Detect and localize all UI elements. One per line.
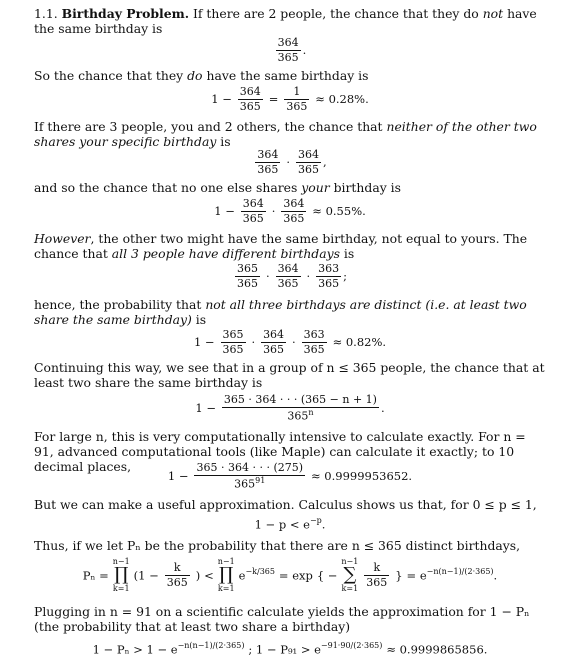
section-number: 1.1.: [34, 6, 58, 21]
paragraph-however: However, the other two might have the same birthday, not equal to yours. The chance that all 3 people have different birthdays is: [34, 231, 528, 262]
paragraph-hence: hence, the probability that not all three birthdays are distinct (i.e. at least two share the same birthday) is: [34, 297, 527, 328]
equation-4: 1 − $\frac{364}{365}$ · $\frac{364}{365}$ ≈ 0.55%.: [214, 197, 366, 225]
paragraph-plugging: Plugging in n = 91 on a scientific calculate yields the approximation for 1 − Pₙ (the probability that at least two share a birthday): [34, 604, 530, 635]
equation-5: $\frac{365}{365}$ · $\frac{364}{365}$ · $\frac{363}{365}$ ;: [237, 262, 347, 290]
paragraph-thus: Thus, if we let Pₙ be the probability that there are n ≤ 365 distinct birthdays,: [34, 538, 521, 553]
paragraph-your-birthday: and so the chance that no one else shares your birthday is: [34, 180, 401, 195]
paragraph-continuing: Continuing this way, we see that in a group of n ≤ 365 people, the chance that at least two share the same birthday is: [34, 360, 545, 391]
paragraph-large-n: For large n, this is very computationally intensive to calculate exactly. For n = 91, advanced computational tools (like Maple) can calculate it exactly; to 10 decimal places,: [34, 429, 526, 475]
equation-11: $1 - P_n > 1 - e^{-n(n-1)/(2\cdot 365)}$ ; $1 - P_{91} > e^{-91\cdot 90/(2\cdot 365)} \approx 0.9999865856$.: [92, 641, 488, 657]
equation-3: $\frac{364}{365}$ · $\frac{364}{365}$ ,: [257, 148, 327, 176]
equation-2: 1 − $\frac{364}{365}$ = $\frac{1}{365}$ ≈ 0.28%.: [211, 85, 369, 113]
equation-8: 1 − $\frac{365 \cdot 364 \cdot \cdot \cdot (275)}{365^{91}}$ ≈ 0.9999953652.: [167, 461, 413, 491]
paragraph-do-share: So the chance that they do have the same birthday is: [34, 68, 369, 83]
intro-paragraph: 1.1. Birthday Problem. If there are 2 people, the chance that they do not have the same birthday is: [34, 6, 537, 37]
section-title: Birthday Problem.: [61, 6, 190, 21]
equation-7: 1 − $\frac{365 \cdot 364 \cdot \cdot \cdot (365 - n + 1)}{365^n}$ .: [195, 393, 385, 423]
fraction: $\frac{364}{365}$: [277, 36, 299, 64]
paragraph-three-people: If there are 3 people, you and 2 others, the chance that neither of the other two shares your specific birthday is: [34, 119, 537, 150]
sum-operator: n−1 ∑ k=1: [341, 557, 359, 593]
equation-1: $\frac{364}{365}$ .: [277, 36, 307, 64]
product-operator: n−1 ∏ k=1: [112, 557, 130, 593]
paragraph-approximation: But we can make a useful approximation. Calculus shows us that, for 0 ≤ p ≤ 1,: [34, 497, 537, 512]
equation-10: Pₙ = n−1 ∏ k=1 (1 − $\frac{k}{365}$ ) < n−1 ∏ k=1 $e^{-k/365} = \exp$ { − n−1 ∑ k=1 $\frac{k}{365}$ } = $e^{-n(n-1)/(2\cdot 365)}$.: [82, 557, 498, 593]
equation-9: $1 - p < e^{-p}$.: [254, 516, 326, 532]
equation-6: 1 − $\frac{365}{365}$ · $\frac{364}{365}$ · $\frac{363}{365}$ ≈ 0.82%.: [193, 328, 387, 356]
product-operator: n−1 ∏ k=1: [217, 557, 235, 593]
